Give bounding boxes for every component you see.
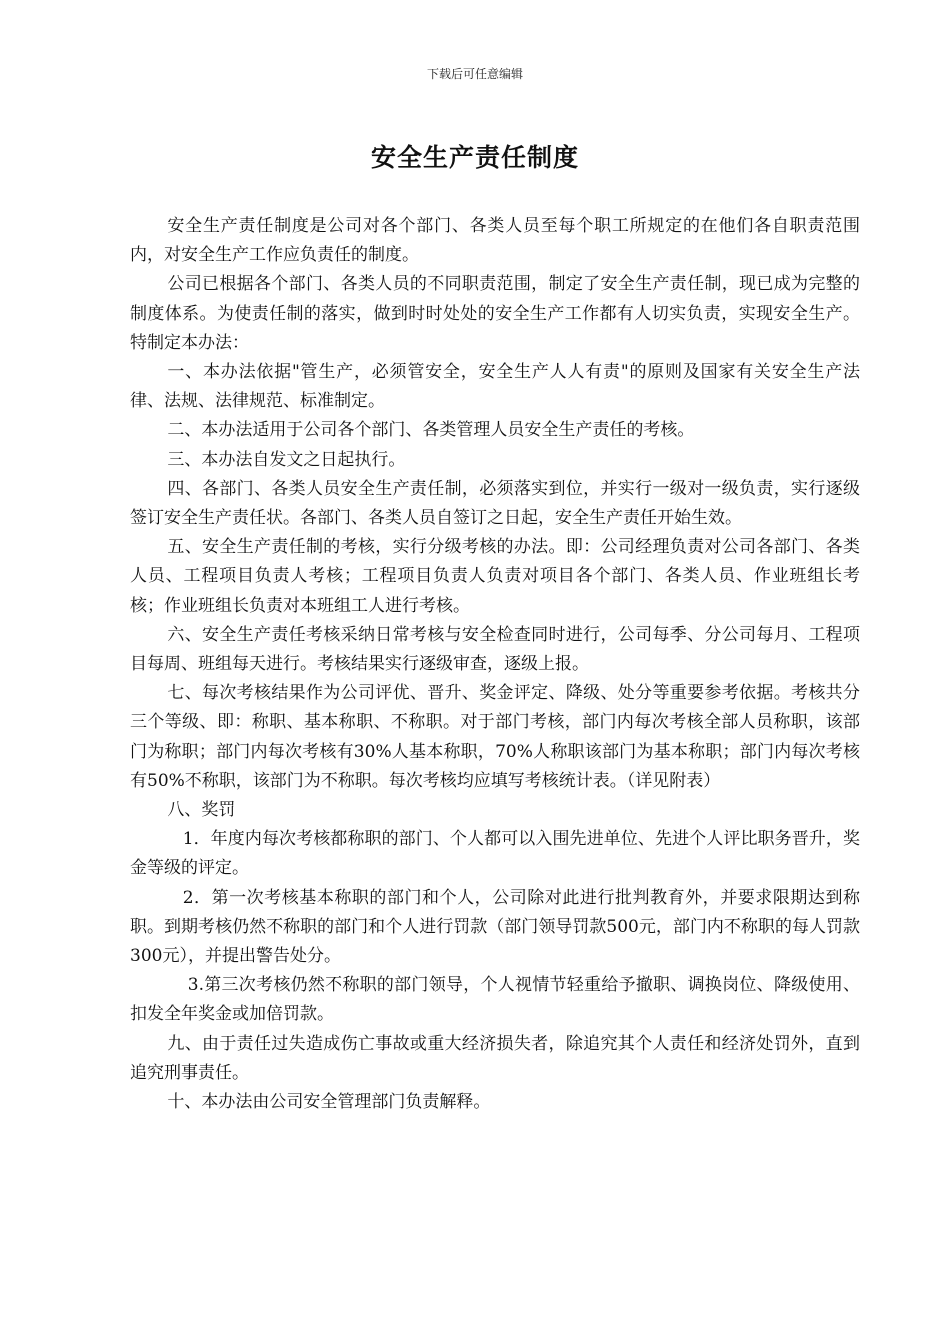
clause-8-item-2: 2．第一次考核基本称职的部门和个人，公司除对此进行批判教育外，并要求限期达到称职。到期考核仍然不称职的部门和个人进行罚款（部门领导罚款500元，部门内不称职的每人罚款300元），并提出警告处分。 [130, 887, 860, 967]
document-title: 安全生产责任制度 [370, 143, 579, 172]
clause-8-heading: 八、奖罚 [167, 800, 236, 821]
clause-9: 九、由于责任过失造成伤亡事故或重大经济损失者，除追究其个人责任和经济处罚外，直到追究刑事责任。 [130, 1033, 860, 1083]
clause-5: 五、安全生产责任制的考核，实行分级考核的办法。即：公司经理负责对公司各部门、各类人员、工程项目负责人考核；工程项目负责人负责对项目各个部门、各类人员、作业班组长考核；作业班组长负责对本班组工人进行考核。 [130, 537, 860, 616]
clause-10: 十、本办法由公司安全管理部门负责解释。 [167, 1092, 491, 1113]
clause-2: 二、本办法适用于公司各个部门、各类管理人员安全生产责任的考核。 [167, 420, 695, 441]
clause-8-item-1: 1．年度内每次考核都称职的部门、个人都可以入围先进单位、先进个人评比职务晋升，奖金等级的评定。 [130, 829, 860, 879]
clause-1: 一、本办法依据"管生产，必须管安全，安全生产人人有责"的原则及国家有关安全生产法律、法规、法律规范、标准制定。 [130, 362, 860, 412]
paragraph-background: 公司已根据各个部门、各类人员的不同职责范围，制定了安全生产责任制，现已成为完整的制度体系。为使责任制的落实，做到时时处处的安全生产工作都有人切实负责，实现安全生产。特制定本办法： [130, 274, 860, 353]
document-body [130, 212, 860, 1117]
paragraph-intro: 安全生产责任制度是公司对各个部门、各类人员至每个职工所规定的在他们各自职责范围内，对安全生产工作应负责任的制度。 [130, 216, 860, 266]
clause-4: 四、各部门、各类人员安全生产责任制，必须落实到位，并实行一级对一级负责，实行逐级签订安全生产责任状。各部门、各类人员自签订之日起，安全生产责任开始生效。 [130, 478, 860, 529]
page-header-note: 下载后可任意编辑 [426, 67, 523, 81]
clause-6: 六、安全生产责任考核采纳日常考核与安全检查同时进行，公司每季、分公司每月、工程项目每周、班组每天进行。考核结果实行逐级审查，逐级上报。 [130, 624, 860, 675]
clause-7: 七、每次考核结果作为公司评优、晋升、奖金评定、降级、处分等重要参考依据。考核共分三个等级、即：称职、基本称职、不称职。对于部门考核，部门内每次考核全部人员称职，该部门为称职；部门内每次考核有30%人基本称职，70%人称职该部门为基本称职；部门内每次考核有50%不称职，该部门为不称职。每次考核均应填写考核统计表。（详见附表） [130, 683, 860, 791]
clause-8-item-3: 3.第三次考核仍然不称职的部门领导，个人视情节轻重给予撤职、调换岗位、降级使用、扣发全年奖金或加倍罚款。 [130, 975, 860, 1025]
clause-3: 三、本办法自发文之日起执行。 [167, 449, 406, 470]
